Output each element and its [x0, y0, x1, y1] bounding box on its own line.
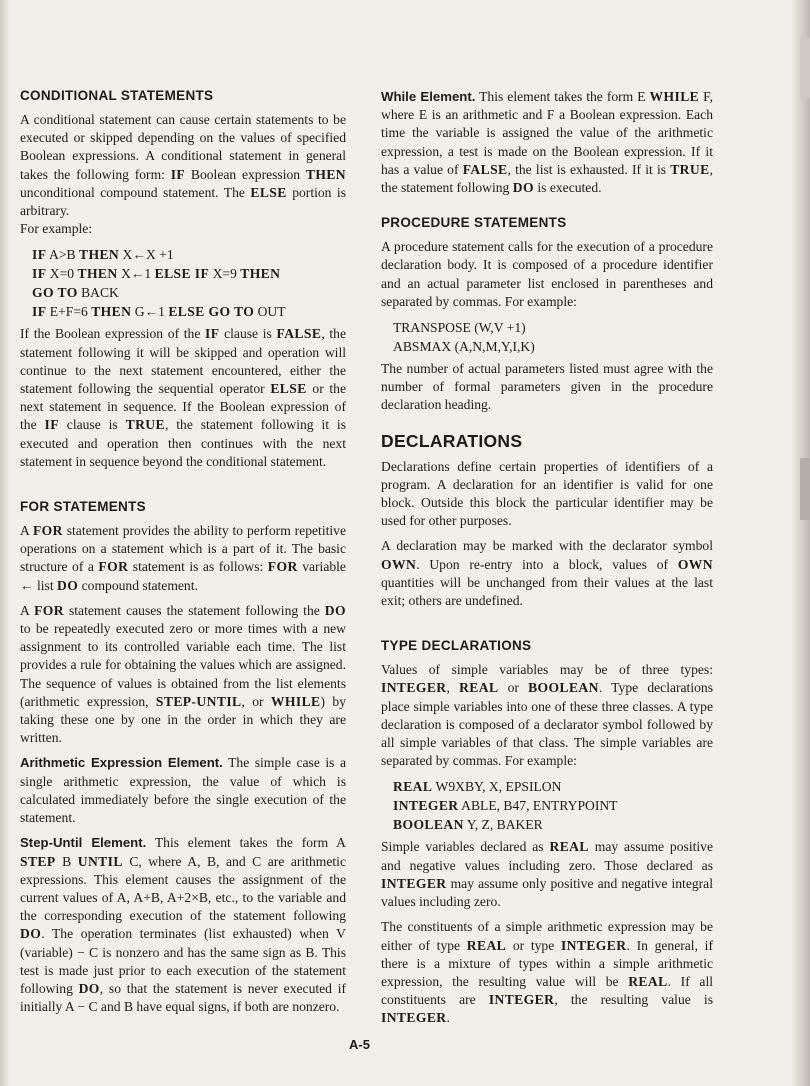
code-line: REAL W9XBY, X, EPSILON [393, 779, 562, 795]
code-line: IF E+F=6 THEN G←1 ELSE GO TO OUT [32, 304, 286, 320]
for-statements-heading: FOR STATEMENTS [20, 499, 146, 515]
page-right-edge [792, 0, 810, 1086]
procedure-statements-heading: PROCEDURE STATEMENTS [381, 215, 567, 231]
page-edge-tab [800, 38, 810, 98]
procedure-example-block [381, 318, 713, 356]
page-left-shadow [0, 0, 10, 1086]
arithmetic-element-paragraph: Arithmetic Expression Element. The simple case is a single arithmetic expression, the value of which is calculated immediately before the single execution of the statement. [20, 755, 346, 826]
procedure-paragraph-2: The number of actual parameters listed must agree with the number of formal parameters given in the procedure declaration heading. [381, 361, 713, 413]
for-paragraph-2: A FOR statement causes the statement following the DO to be repeatedly executed zero or more times with a new assignment to its controlled variable each time. The list provides a rule for obtaining the values which are assigned. The sequence of values is obtained from the list elements (arithmetic expression, STEP-UNTIL, or WHILE) by taking these one by one in the order in which they are written. [20, 602, 346, 746]
for-paragraph-1: A FOR statement provides the ability to perform repetitive operations on a statement which is a part of it. The basic structure of a FOR statement is as follows: FOR variable ← list DO compound statement. [20, 523, 346, 593]
conditional-statements-heading: CONDITIONAL STATEMENTS [20, 88, 214, 103]
page-number: A-5 [349, 1037, 370, 1052]
while-element-paragraph: While Element. This element takes the form E WHILE F, where E is an arithmetic and F a Boolean expression. Each time the variable is assigned the value of the arithmetic expression, a test is made on the Boolean expression. If it has a value of FALSE, the list is exhausted. If it is TRUE, the statement following DO is executed. [381, 89, 713, 196]
code-line: TRANSPOSE (W,V +1) [393, 320, 526, 336]
type-paragraph-3: The constituents of a simple arithmetic expression may be either of type REAL or type INTEGER. In general, if there is a mixture of types within a simple arithmetic expression, the resulting value will be REAL. If all constituents are INTEGER, the resulting value is INTEGER. [381, 919, 713, 1026]
code-line: IF X=0 THEN X←1 ELSE IF X=9 THEN [32, 266, 281, 282]
code-line: IF A>B THEN X←X +1 [32, 247, 174, 263]
while-element-title: While Element. [381, 89, 476, 104]
step-until-title: Step-Until Element. [20, 835, 147, 851]
declarations-paragraph-2: A declaration may be marked with the declarator symbol OWN. Upon re-entry into a block, values of OWN quantities will be unchanged from their values at the last exit; others are undefined. [381, 538, 713, 609]
type-paragraph-2: Simple variables declared as REAL may assume positive and negative values including zero. Those declared as INTEGER may assume only positive and negative integral values including zero. [381, 839, 713, 910]
code-line: INTEGER ABLE, B47, ENTRYPOINT [393, 798, 618, 814]
type-declarations-heading: TYPE DECLARATIONS [381, 638, 532, 654]
for-example-label: For example: [20, 221, 93, 237]
left-column [20, 88, 346, 1023]
conditional-body-paragraph: If the Boolean expression of the IF clause is FALSE, the statement following it will be skipped and operation will continue to the next statement encountered, either the statement following the sequential operator ELSE or the next statement in sequence. If the Boolean expression of the IF clause is TRUE, the statement following it is executed and operation then continues with the next statement in sequence beyond the conditional statement. [20, 326, 347, 469]
step-until-paragraph: Step-Until Element. This element takes the form A STEP B UNTIL C, where A, B, and C are arithmetic expressions. This element causes the assignment of the current values of A, A+B, A+2×B, etc., to the variable and the corresponding execution of the statement following DO. The operation terminates (list exhausted) when V (variable) − C is nonzero and has the same sign as B. This test is made just prior to each execution of the statement following DO, so that the statement is never executed if initially A − C and B have equal signs, if both are nonzero. [20, 835, 346, 1015]
declarations-paragraph-1: Declarations define certain properties of identifiers of a program. A declaration for an identifier is valid for one block. Outside this block the particular identifier may be used for other purposes. [381, 458, 713, 529]
type-example-block [381, 777, 713, 834]
code-line: BOOLEAN Y, Z, BAKER [393, 817, 543, 833]
declarations-heading: DECLARATIONS [381, 430, 523, 451]
right-column [381, 88, 713, 1035]
procedure-paragraph-1: A procedure statement calls for the execution of a procedure declaration body. It is composed of a procedure identifier and an actual parameter list enclosed in parentheses and separated by commas. For example: [381, 239, 713, 309]
type-paragraph-1: Values of simple variables may be of three types: INTEGER, REAL or BOOLEAN. Type declarations place simple variables into one of these three classes. A type declaration is composed of a declarator symbol followed by all simple variables of that class. The simple variables are separated by commas. For example: [381, 662, 713, 769]
conditional-intro-paragraph: A conditional statement can cause certain statements to be executed or skipped depending on the values of specified Boolean expressions. A conditional statement in general takes the following form: IF Boolean expression THEN unconditional compound statement. The ELSE portion is arbitrary. For example: [20, 112, 346, 237]
arithmetic-element-title: Arithmetic Expression Element. [20, 755, 223, 771]
page-edge-tab [800, 458, 810, 520]
code-line: ABSMAX (A,N,M,Y,I,K) [393, 339, 535, 355]
conditional-example-block [20, 245, 346, 321]
code-line: GO TO BACK [32, 285, 119, 301]
